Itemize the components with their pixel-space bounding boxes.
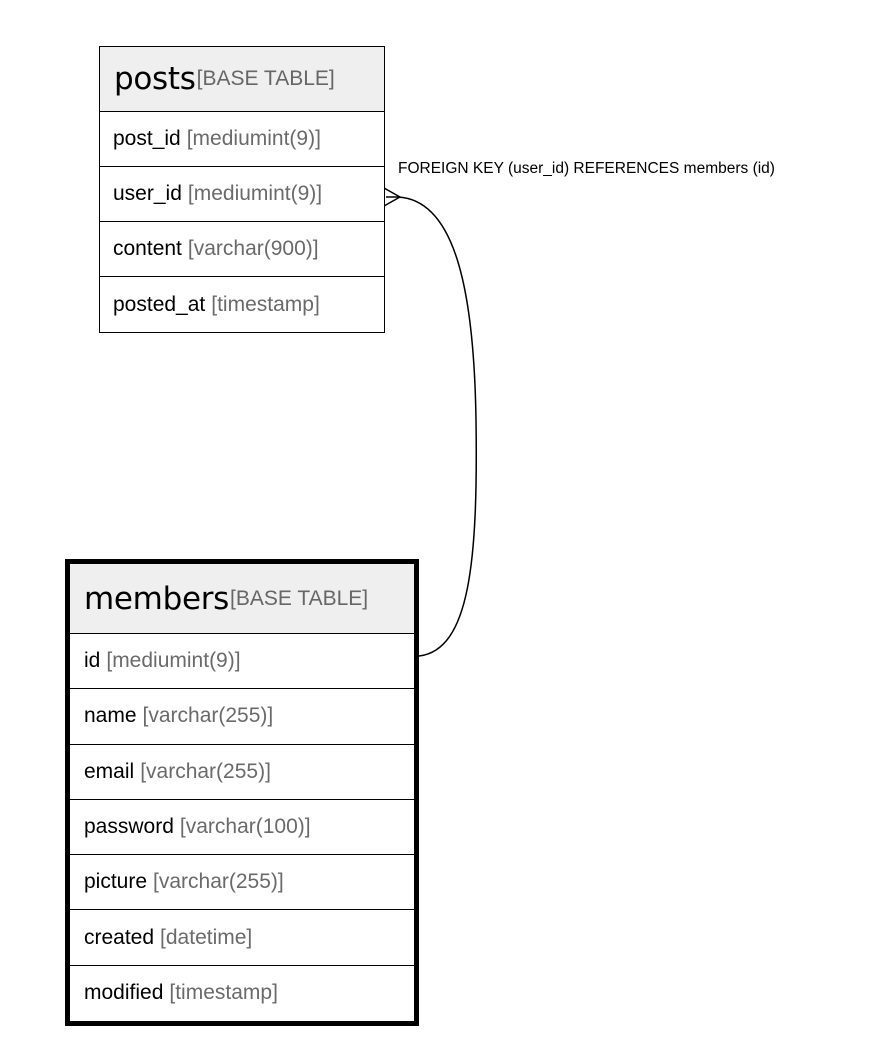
column-row[interactable] xyxy=(100,167,384,222)
table-kind: [BASE TABLE] xyxy=(230,586,369,610)
column-type: [timestamp] xyxy=(169,981,278,1005)
column-name: password xyxy=(84,815,174,839)
column-row[interactable] xyxy=(100,277,384,332)
column-name: content xyxy=(113,237,182,260)
column-row[interactable] xyxy=(70,634,414,689)
column-name: email xyxy=(84,759,135,783)
column-row[interactable] xyxy=(70,910,414,965)
column-name: post_id xyxy=(113,127,181,150)
column-type: [mediumint(9)] xyxy=(106,649,241,673)
table-header-members xyxy=(70,564,414,634)
column-row[interactable] xyxy=(70,689,414,744)
table-title: members xyxy=(84,580,230,617)
column-row[interactable] xyxy=(100,112,384,167)
column-type: [varchar(255)] xyxy=(140,759,271,783)
column-name: modified xyxy=(84,981,164,1005)
column-name: id xyxy=(84,649,101,673)
column-name: posted_at xyxy=(113,292,206,316)
column-row[interactable] xyxy=(70,966,414,1021)
foreign-key-label: FOREIGN KEY (user_id) REFERENCES members (id) xyxy=(398,160,775,177)
column-type: [varchar(100)] xyxy=(179,815,311,839)
table-members[interactable] xyxy=(65,559,419,1026)
column-name: name xyxy=(84,704,137,728)
column-type: [varchar(900)] xyxy=(187,237,319,260)
column-name: user_id xyxy=(113,182,182,205)
column-type: [mediumint(9)] xyxy=(187,182,323,205)
column-type: [datetime] xyxy=(160,925,253,949)
table-header-posts xyxy=(100,47,384,112)
column-row[interactable] xyxy=(70,855,414,910)
column-type: [timestamp] xyxy=(211,292,320,316)
column-row[interactable] xyxy=(100,222,384,277)
column-type: [varchar(255)] xyxy=(153,870,284,894)
column-type: [mediumint(9)] xyxy=(186,127,321,150)
table-kind: [BASE TABLE] xyxy=(196,67,335,90)
table-title: posts xyxy=(114,61,196,97)
column-type: [varchar(255)] xyxy=(142,704,274,728)
column-name: picture xyxy=(84,870,148,894)
crows-foot-icon xyxy=(384,188,400,206)
column-name: created xyxy=(84,925,155,949)
column-row[interactable] xyxy=(70,745,414,800)
column-row[interactable] xyxy=(70,800,414,855)
table-posts[interactable] xyxy=(99,46,385,333)
